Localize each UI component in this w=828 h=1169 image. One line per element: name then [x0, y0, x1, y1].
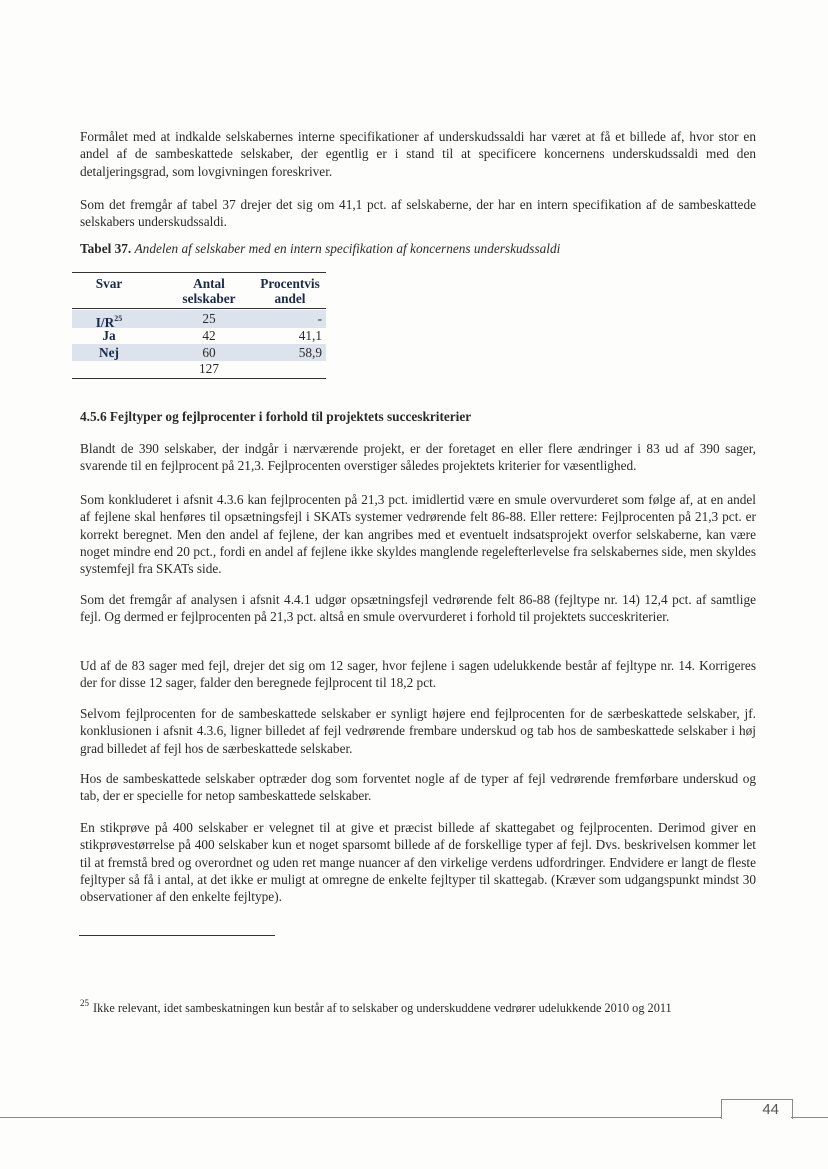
paragraph-intro: Formålet med at indkalde selskabernes interne specifikationer af underskudssaldi har været at få et billede af, hvor stor en andel af de sambeskattede selskaber, der egentlig er i stand til at specificere koncernens underskudssaldi med den detaljeringsgrad, som lovgivningen foreskriver. [80, 129, 756, 179]
row-label-ir: $I/R^{25}$ [95, 314, 123, 330]
paragraph-konkluderet: Som konkluderet i afsnit 4.3.6 kan fejlprocenten på 21,3 pct. imidlertid være en smule overvurderet som følge af, at en andel af fejlene skal henføres til opsætningsfejl i SKATs systemer vedrørende felt 86-88. Eller rettere: Fejlprocenten på 21,3 pct. er korrekt beregnet. Men den andel af fejlene, der kan angribes med et eventuelt indsatsprojekt overfor selskaberne, kan være noget mindre end 20 pct., fordi en andel af fejlene ikke skyldes manglende regelefterlevelse fra selskabernes side, men skyldes systemfejl fra SKATs side. [80, 492, 756, 577]
row-percent-ir: - [317, 311, 322, 326]
row-label-ja: Ja [102, 328, 116, 343]
row-percent-ja: 41,1 [298, 328, 322, 343]
paragraph-analysen: Som det fremgår af analysen i afsnit 4.4.1 udgør opsætningsfejl vedrørende felt 86-88 (fejltype nr. 14) 12,4 pct. af samtlige fejl. Og dermed er fejlprocenten på 21,3 pct. altså en smule overvurderet i forhold til projektets succeskriterier. [80, 592, 756, 625]
row-count-total: 127 [199, 361, 219, 376]
page-number: 44 [762, 1101, 779, 1118]
header-procentvis: Procentvis [260, 276, 320, 291]
section-heading: 4.5.6 Fejltyper og fejlprocenter i forhold til projektets succeskriterier [80, 409, 472, 424]
header-svar: Svar [95, 276, 123, 291]
row-percent-nej: 58,9 [298, 345, 322, 360]
row-label-nej: Nej [99, 345, 119, 360]
header-selskaber: selskaber [182, 291, 236, 306]
page-footer-rule-left [0, 1117, 721, 1118]
table-rule-bottom [72, 378, 326, 379]
footnote-number: 25 [80, 998, 89, 1008]
paragraph-table-reference: Som det fremgår af tabel 37 drejer det sig om 41,1 pct. af selskaberne, der har en intern specifikation af de sambeskattede selskabers underskudssaldi. [80, 197, 756, 230]
table-caption [80, 241, 560, 257]
paragraph-83-sager: Ud af de 83 sager med fejl, drejer det sig om 12 sager, hvor fejlene i sagen udelukkende består af fejltype nr. 14. Korrigeres der for disse 12 sager, falder den beregnede fejlprocent til 18,2 pct. [80, 658, 756, 691]
table-rule-top [72, 272, 326, 273]
footnote-marker: 25 [114, 314, 123, 323]
paragraph-fejlprocent: Blandt de 390 selskaber, der indgår i nærværende projekt, er der foretaget en eller flere ændringer i 83 ud af 390 sager, svarende til en fejlprocent på 21,3. Fejlprocenten overstiger således projektets kriterier for væsentlighed. [80, 441, 756, 474]
page-footer-rule-right [791, 1117, 828, 1118]
footnote-rule [79, 935, 275, 936]
paragraph-stikproeve: En stikprøve på 400 selskaber er velegnet til at give et præcist billede af skattegabet og fejlprocenten. Derimod giver en stikprøvestørrelse på 400 selskaber kun et noget sparsomt billede af de forskellige typer af fejl. Dvs. beskrivelsen kommer let til at fremstå bred og overordnet og uden ret mange nuancer af den virkelige verdens udfordringer. Endvidere er langt de fleste fejltyper så få i antal, at det ikke er muligt at omregne de enkelte fejltyper til skattegab. (Kræver som udgangspunkt mindst 30 observationer af den enkelte fejltype). [80, 820, 756, 905]
table-caption-text: Andelen af selskaber med en intern specifikation af koncernens underskudssaldi [134, 241, 561, 256]
paragraph-hos-de: Hos de sambeskattede selskaber optræder dog som forventet nogle af de typer af fejl vedrørende fremførbare underskud og tab, der er specielle for netop sambeskattede selskaber. [80, 771, 756, 804]
header-antal: Antal [193, 276, 225, 291]
row-count-ir: 25 [202, 311, 216, 326]
paragraph-selvom: Selvom fejlprocenten for de sambeskattede selskaber er synligt højere end fejlprocenten for de særbeskattede selskaber, jf. konklusionen i afsnit 4.3.6, ligner billedet af fejl vedrørende frembare underskud og tab hos de sambeskattede selskaber i høj grad billedet af fejl hos de særbeskattede selskaber. [80, 706, 756, 756]
row-count-ja: 42 [202, 328, 216, 343]
footnote [80, 998, 780, 1016]
table-rule-header [72, 308, 326, 309]
row-count-nej: 60 [202, 345, 216, 360]
footnote-text: Ikke relevant, idet sambeskatningen kun består af to selskaber og underskuddene vedrører udelukkende 2010 og 2011 [93, 1001, 672, 1015]
table-caption-label: Tabel 37. [80, 241, 132, 256]
header-andel: andel [274, 291, 306, 306]
